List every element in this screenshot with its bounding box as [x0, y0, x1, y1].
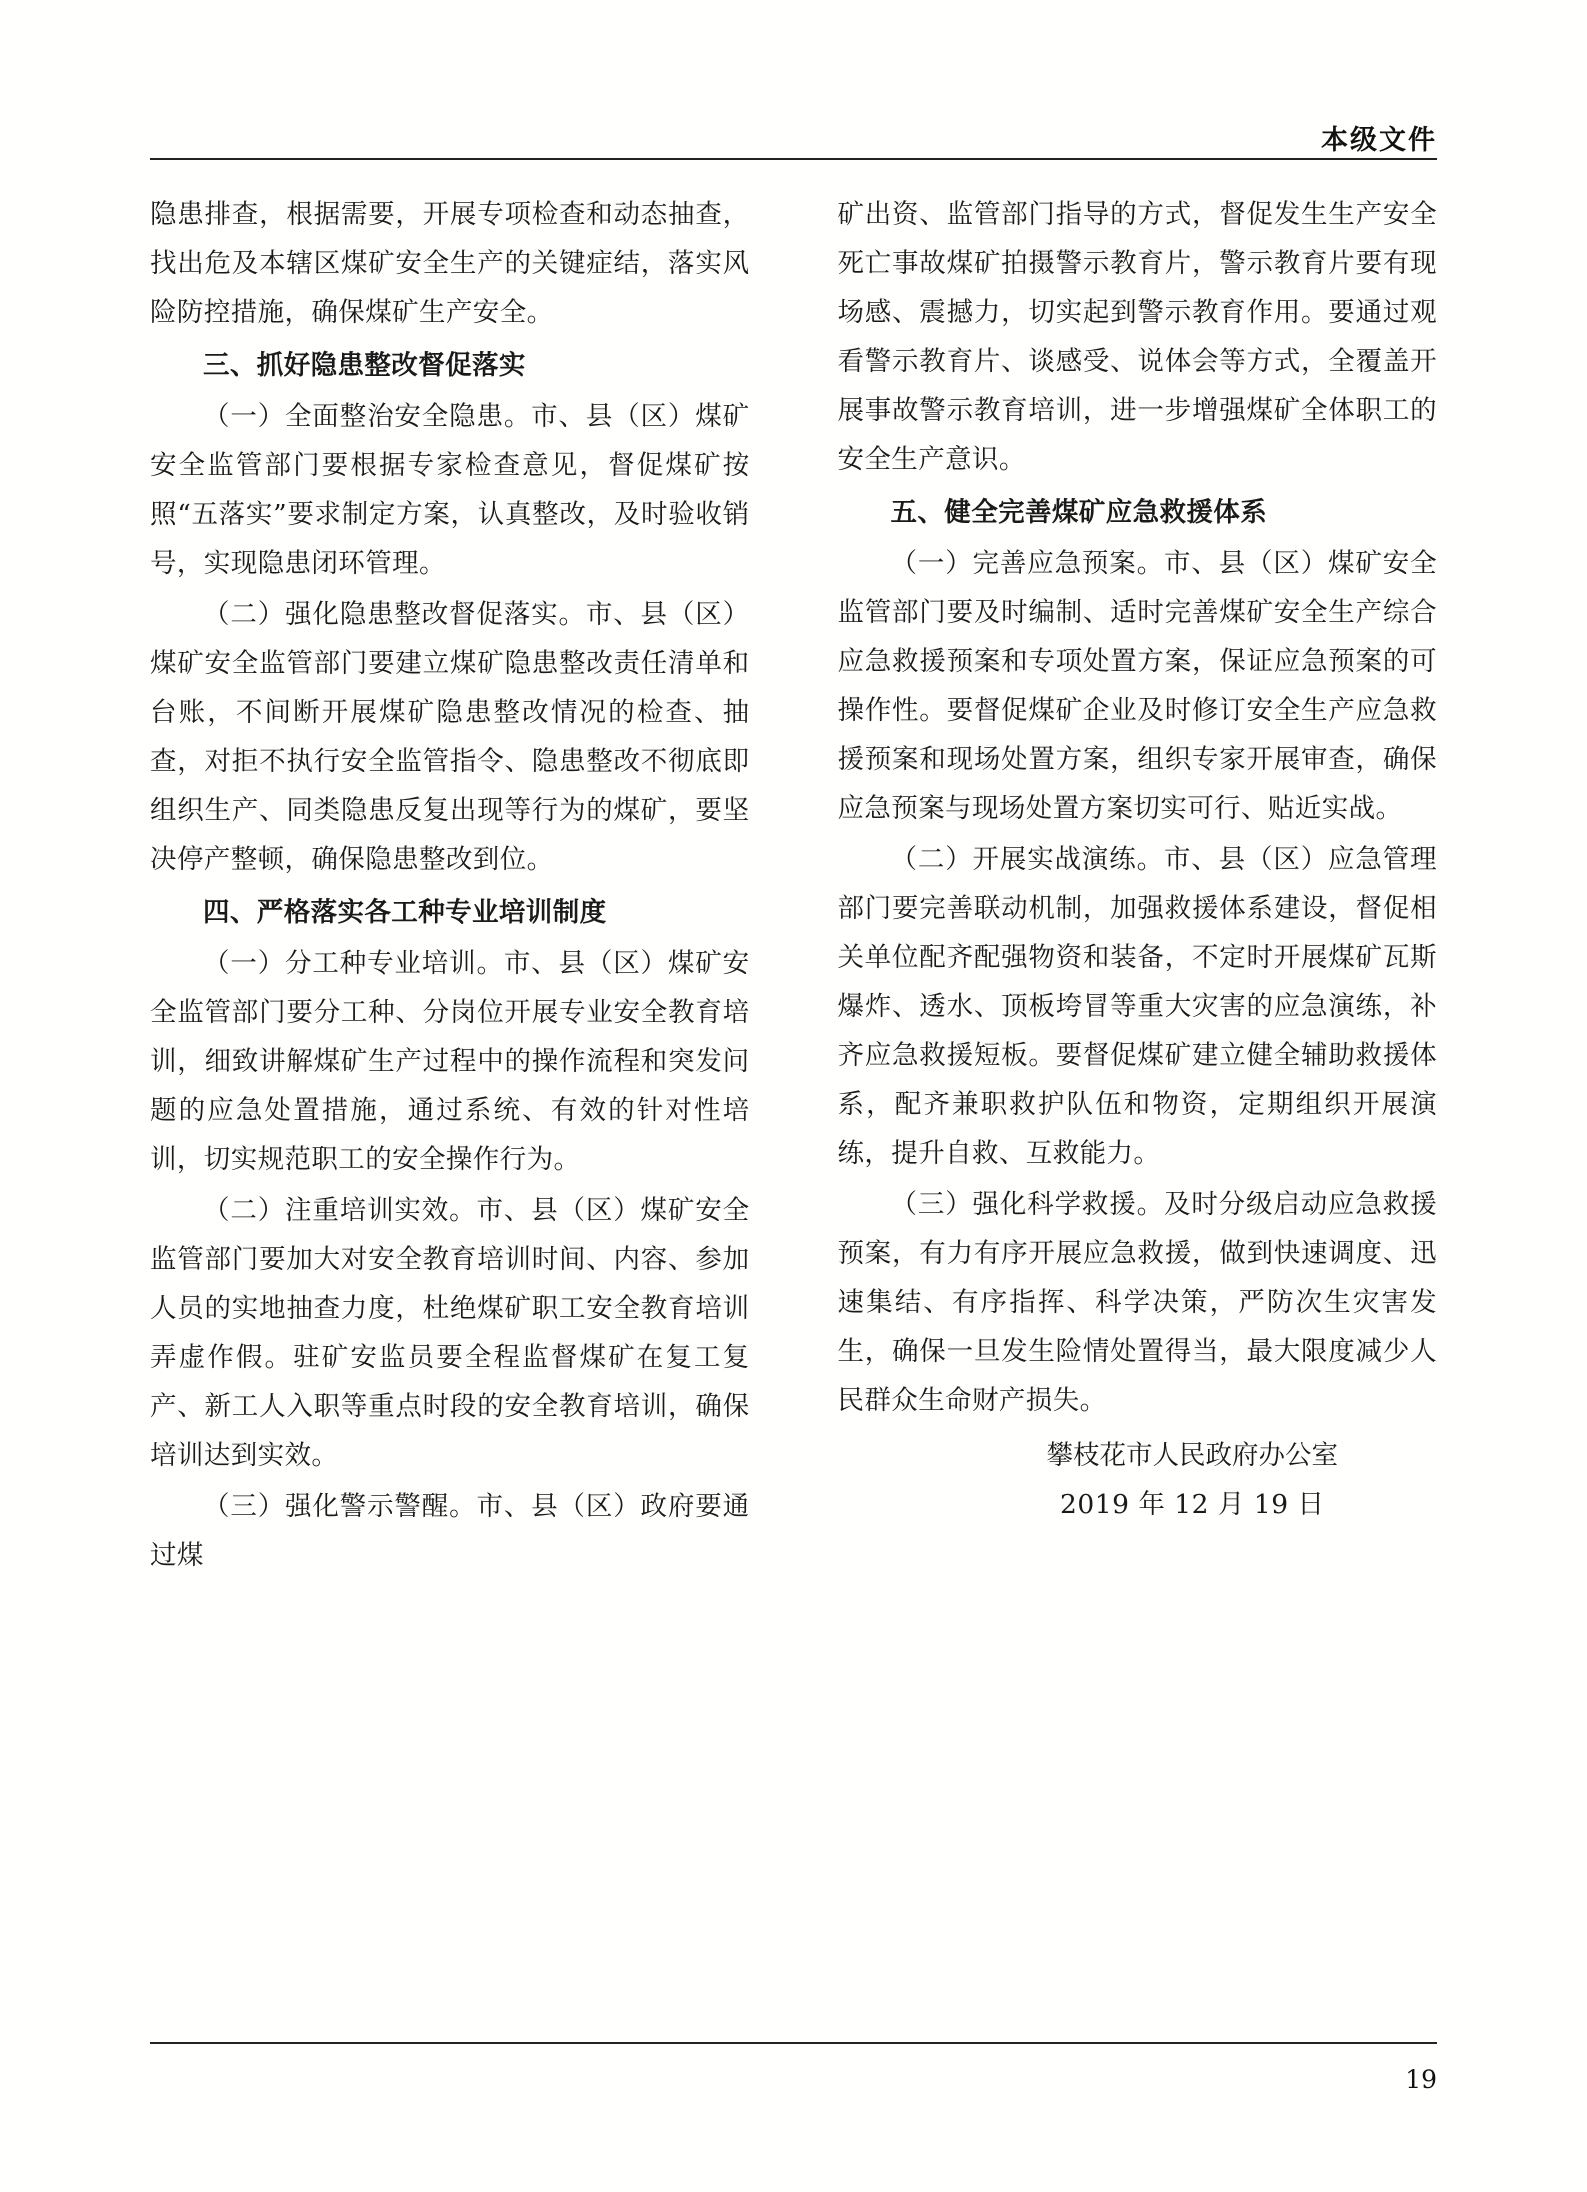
section-heading: 五、健全完善煤矿应急救援体系 — [890, 497, 1268, 528]
paragraph: （二）强化隐患整改督促落实。市、县（区）煤矿安全监管部门要建立煤矿隐患整改责任清单和台账，不间断开展煤矿隐患整改情况的检查、抽查，对拒不执行安全监管指令、隐患整改不彻底即组织生产、同类隐患反复出现等行为的煤矿，要坚决停产整顿，确保隐患整改到位。 — [150, 599, 750, 875]
signature-date: 2019 年 12 月 19 日 — [1060, 1489, 1325, 1520]
signature-block — [838, 1431, 1438, 1529]
paragraph: （一）全面整治安全隐患。市、县（区）煤矿安全监管部门要根据专家检查意见，督促煤矿按照“五落实”要求制定方案，认真整改，及时验收销号，实现隐患闭环管理。 — [150, 401, 750, 579]
paragraph: （二）注重培训实效。市、县（区）煤矿安全监管部门要加大对安全教育培训时间、内容、参加人员的实地抽查力度，杜绝煤矿职工安全教育培训弄虚作假。驻矿安监员要全程监督煤矿在复工复产、新工人入职等重点时段的安全教育培训，确保培训达到实效。 — [150, 1195, 750, 1471]
page-number: 19 — [1405, 2065, 1437, 2094]
right-column — [838, 190, 1438, 1582]
left-column — [150, 190, 750, 1582]
paragraph: 隐患排查，根据需要，开展专项检查和动态抽查，找出危及本辖区煤矿安全生产的关键症结，落实风险防控措施，确保煤矿生产安全。 — [150, 199, 750, 328]
section-heading: 四、严格落实各工种专业培训制度 — [203, 897, 607, 928]
header-divider — [150, 158, 1437, 160]
signature-organization: 攀枝花市人民政府办公室 — [1046, 1440, 1338, 1471]
paragraph: （三）强化警示警醒。市、县（区）政府要通过煤 — [150, 1491, 750, 1571]
paragraph: （一）分工种专业培训。市、县（区）煤矿安全监管部门要分工种、分岗位开展专业安全教育培训，细致讲解煤矿生产过程中的操作流程和突发问题的应急处置措施，通过系统、有效的针对性培训，切实规范职工的安全操作行为。 — [150, 948, 750, 1175]
paragraph: （三）强化科学救援。及时分级启动应急救援预案，有力有序开展应急救援，做到快速调度、迅速集结、有序指挥、科学决策，严防次生灾害发生，确保一旦发生险情处置得当，最大限度减少人民群众生命财产损失。 — [837, 1189, 1437, 1416]
footer-divider — [150, 2042, 1437, 2044]
header-title: 本级文件 — [1321, 125, 1437, 156]
paragraph: （二）开展实战演练。市、县（区）应急管理部门要完善联动机制，加强救援体系建设，督促相关单位配齐配强物资和装备，不定时开展煤矿瓦斯爆炸、透水、顶板垮冒等重大灾害的应急演练，补齐应急救援短板。要督促煤矿建立健全辅助救援体系，配齐兼职救护队伍和物资，定期组织开展演练，提升自救、互救能力。 — [837, 844, 1437, 1169]
paragraph: （一）完善应急预案。市、县（区）煤矿安全监管部门要及时编制、适时完善煤矿安全生产综合应急救援预案和专项处置方案，保证应急预案的可操作性。要督促煤矿企业及时修订安全生产应急救援预案和现场处置方案，组织专家开展审查，确保应急预案与现场处置方案切实可行、贴近实战。 — [837, 548, 1437, 824]
two-column-body — [150, 190, 1437, 1582]
paragraph: 矿出资、监管部门指导的方式，督促发生生产安全死亡事故煤矿拍摄警示教育片，警示教育片要有现场感、震撼力，切实起到警示教育作用。要通过观看警示教育片、谈感受、说体会等方式，全覆盖开展事故警示教育培训，进一步增强煤矿全体职工的安全生产意识。 — [837, 199, 1437, 475]
page-header — [150, 118, 1437, 158]
section-heading: 三、抓好隐患整改督促落实 — [203, 350, 526, 381]
